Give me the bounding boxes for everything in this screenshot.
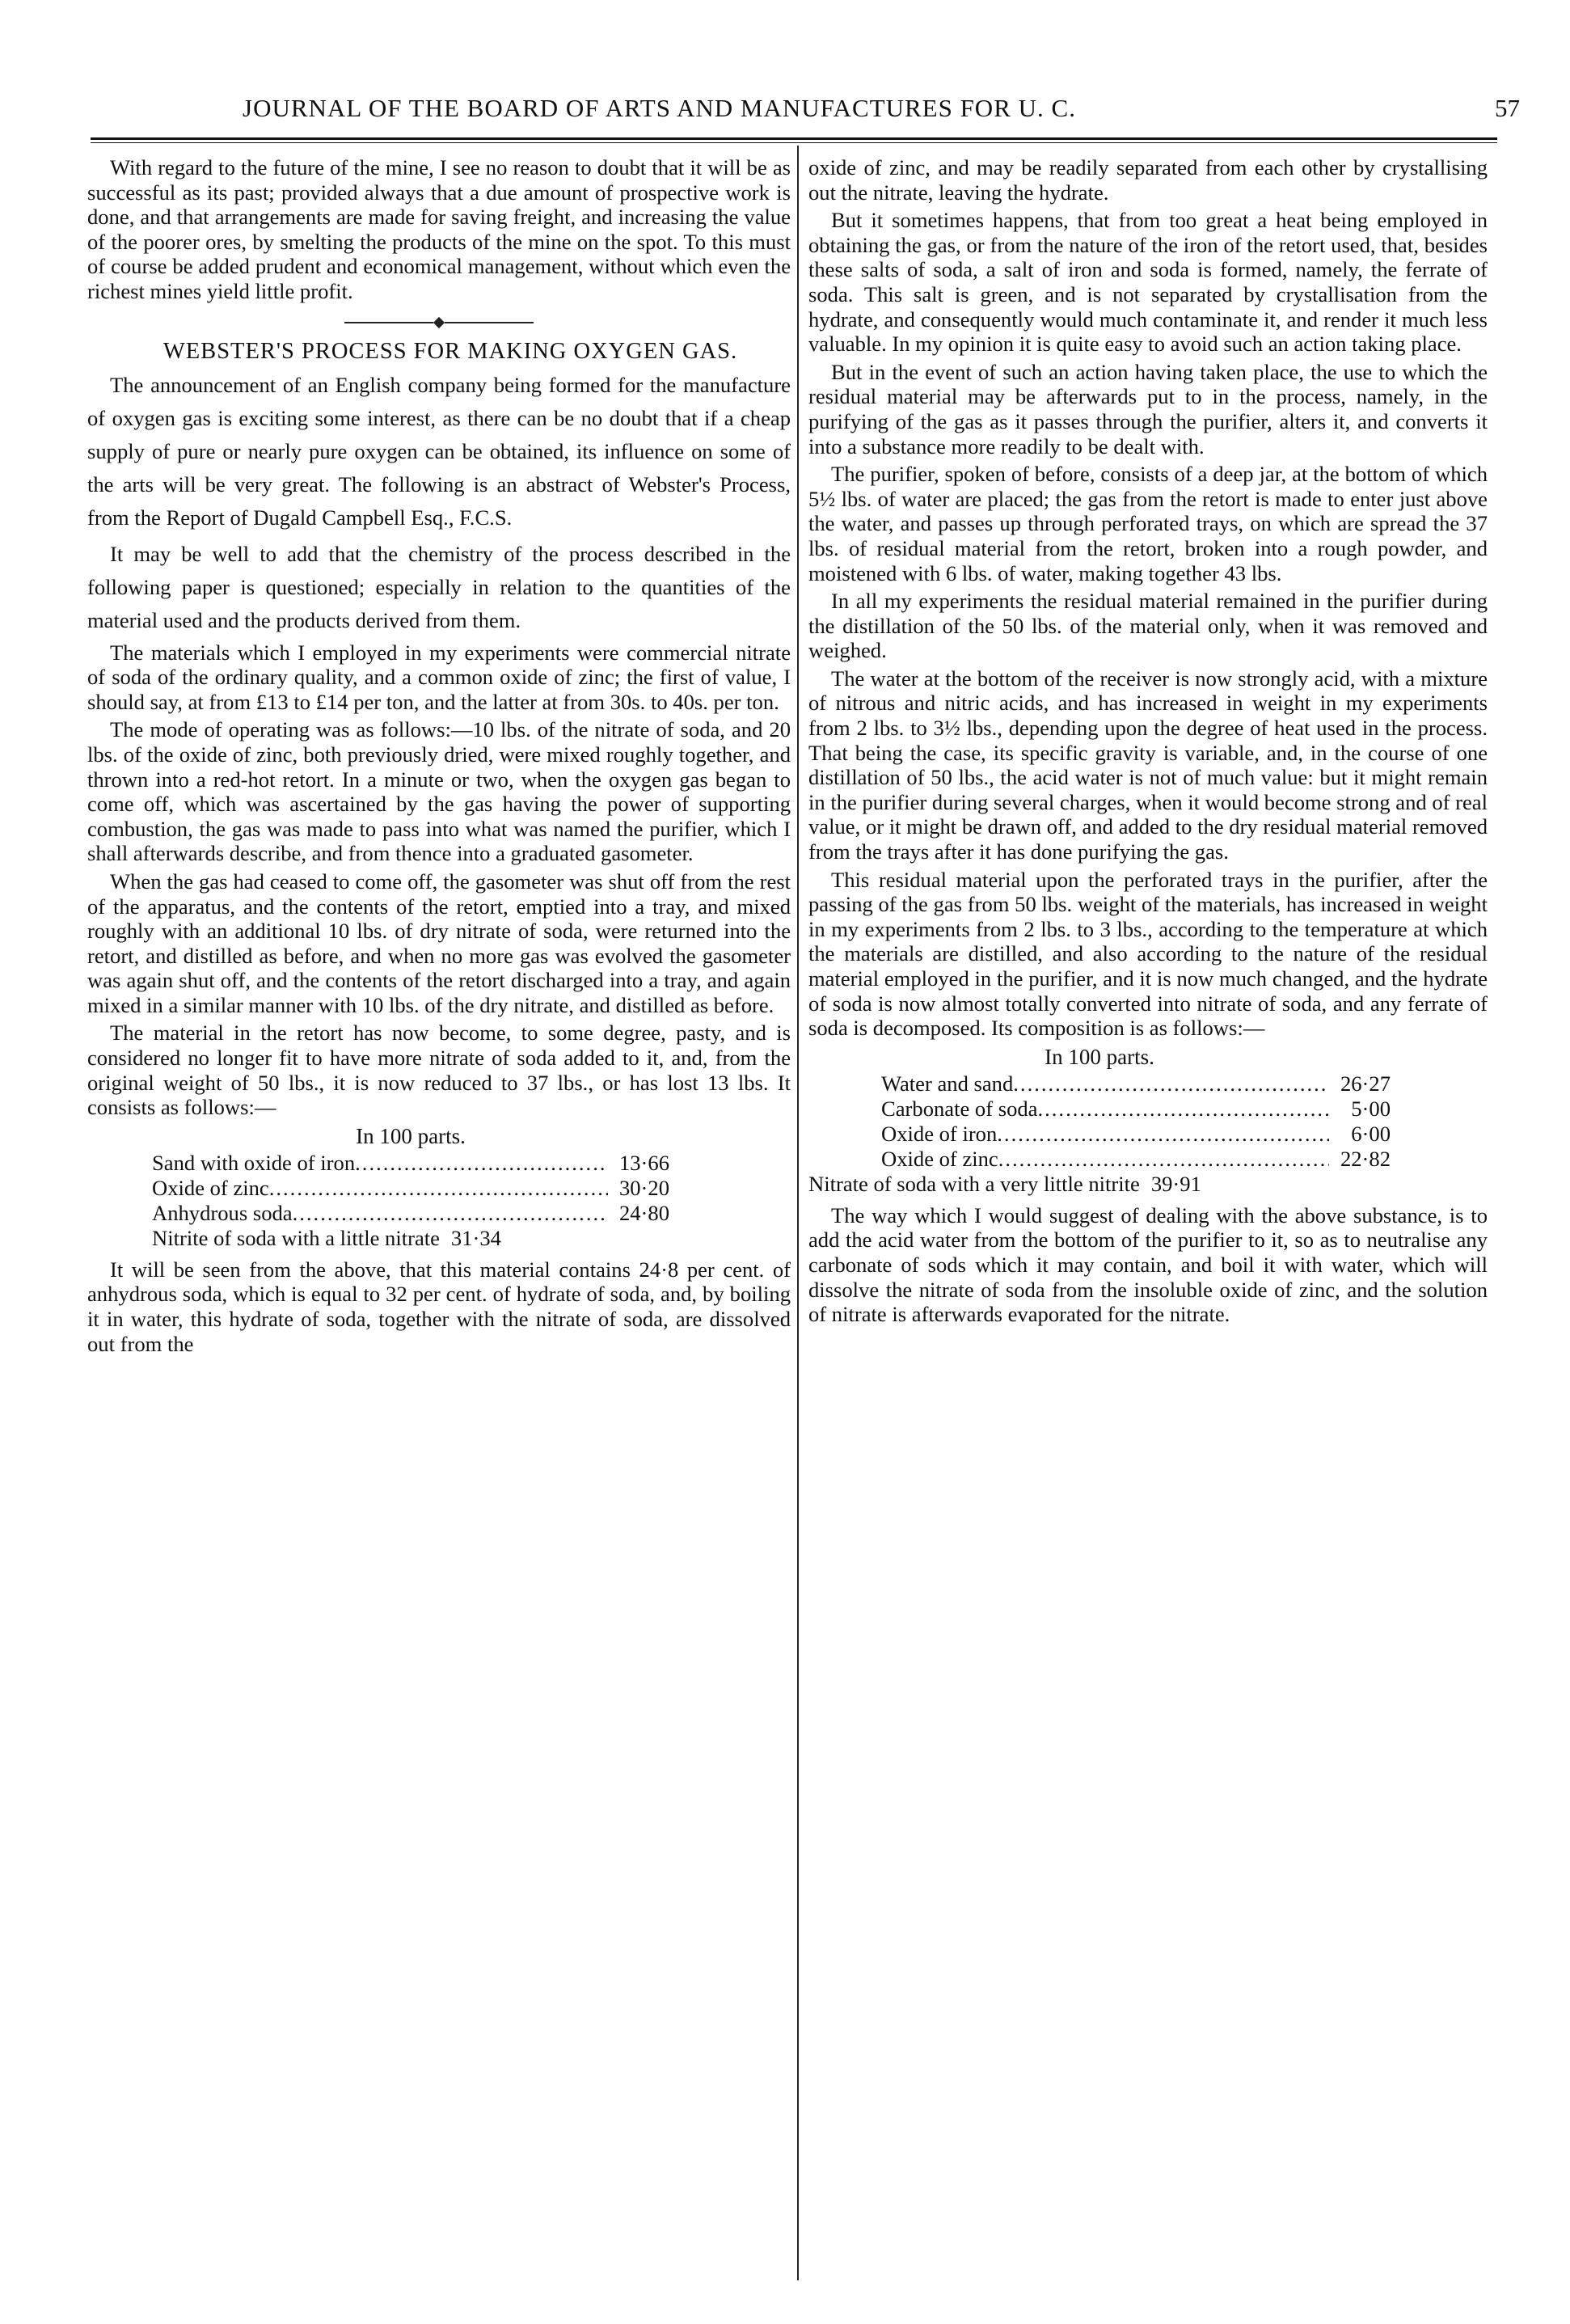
running-header xyxy=(243,94,1520,129)
section-ornament xyxy=(87,319,791,327)
table-heading: In 100 parts. xyxy=(356,1123,466,1148)
paragraph-materials: The materials which I employed in my experiments were commercial nitrate of soda of the ordinary quality, and a common oxide of zinc; the first of value, I should say, at from £13 to £14 per ton, and the latter at from 30s. to 40s. per ton. xyxy=(87,640,791,714)
table-row: Sand with oxide of iron ..... 13·66 xyxy=(152,1151,669,1176)
paragraph-gasometer: When the gas had ceased to come off, the gasometer was shut off from the rest of the apparatus, and the contents of the retort, emptied into a tray, and mixed roughly with an additional 10 lbs. of dry nitrate of soda, were returned into the retort, and distilled as before, and when no more gas was evolved the gasometer was again shut off, and the contents of the retort discharged into a tray, and again mixed in a similar manner with 10 lbs. of the dry nitrate, and distilled as before. xyxy=(87,868,791,1017)
table-row: Oxide of zinc ..... 22·82 xyxy=(881,1147,1391,1172)
paragraph-suggestion: The way which I would suggest of dealing with the above substance, is to add the acid water from the bottom of the purifier to it, so as to neutralise any carbonate of sods which it may contain, and boil it with water, which will dissolve the nitrate of soda from the insoluble oxide of zinc, and the solution of nitrate is afterwards evaporated for the nitrate. xyxy=(808,1202,1488,1327)
ornament-diamond-icon xyxy=(433,316,445,327)
table-row: Nitrite of soda with a little nitrate 31·34 xyxy=(152,1225,501,1250)
page-number: 57 xyxy=(1495,94,1520,122)
table-row: Oxide of zinc ..... 30·20 xyxy=(152,1176,669,1201)
section-heading: WEBSTER'S PROCESS FOR MAKING OXYGEN GAS. xyxy=(162,338,738,364)
composition-table-retort xyxy=(152,1123,669,1251)
journal-title: JOURNAL OF THE BOARD OF ARTS AND MANUFACTURES FOR U. C. xyxy=(243,94,1076,122)
table-row: Carbonate of soda ..... 5·00 xyxy=(881,1097,1391,1122)
paragraph-mine-future: With regard to the future of the mine, I see no reason to doubt that it will be as successful as its past; provided always that a due amount of prospective work is done, and that arrangements are made for saving freight, and increasing the value of the poorer ores, by smelting the products of the mine on the spot. To this must of course be added prudent and economical management, without which even the richest mines yield little profit. xyxy=(87,155,791,303)
paragraph-oxide-of-zinc: oxide of zinc, and may be readily separated from each other by crystallising out the nitrate, leaving the hydrate. xyxy=(808,155,1488,205)
ornament-line xyxy=(344,322,433,323)
column-divider xyxy=(797,146,799,2280)
right-column xyxy=(808,155,1488,1330)
table-row: Water and sand ..... 26·27 xyxy=(881,1071,1391,1097)
table-heading: In 100 parts. xyxy=(1045,1044,1154,1069)
paragraph-chemistry-note: It may be well to add that the chemistry of the process described in the following paper is questioned; especially in relation to the quantities of the material used and the products derived from them. xyxy=(87,541,791,632)
header-rule-thin xyxy=(91,142,1497,143)
paragraph-perforated-trays: This residual material upon the perforated trays in the purifier, after the passing of the gas from 50 lbs. weight of the materials, has increased in weight in my experiments from 2 lbs. to 3 lbs., according to the temperature at which the materials are distilled, and also according to the nature of the residual material employed in the purifier, and it is now much changed, and the hydrate of soda is now almost totally converted into nitrate of soda, and any ferrate of soda is decomposed. Its composition is as follows:— xyxy=(808,867,1488,1041)
composition-table-purifier xyxy=(808,1044,1391,1197)
paragraph-purifying: But in the event of such an action having taken place, the use to which the residual material may be afterwards put to in the process, namely, in the purifying of the gas as it passes through the purifier, alters it, and converts it into a substance more readily to be dealt with. xyxy=(808,359,1488,458)
table-row: Oxide of iron ..... 6·00 xyxy=(881,1122,1391,1147)
paragraph-ferrate: But it sometimes happens, that from too great a heat being employed in obtaining the gas, or from the nature of the iron of the retort used, that, besides these salts of soda, a salt of iron and soda is formed, namely, the ferrate of soda. This salt is green, and is not separated by crystallisation from the hydrate, and consequently would much contaminate it, and render it much less valuable. In my opinion it is quite easy to avoid such an action taking place. xyxy=(808,208,1488,357)
paragraph-mode-of-operating: The mode of operating was as follows:—10 lbs. of the nitrate of soda, and 20 lbs. of the oxide of zinc, both previously dried, were mixed roughly together, and thrown into a red-hot retort. In a minute or two, when the oxygen gas began to come off, which was ascertained by the gas having the power of supporting combustion, the gas was made to pass into what was named the purifier, which I shall afterwards describe, and from thence into a graduated gasometer. xyxy=(87,717,791,866)
table-row: Nitrate of soda with a very little nitrite 39·91 xyxy=(808,1171,1201,1196)
paragraph-announcement: The announcement of an English company being formed for the manufacture of oxygen gas is exciting some interest, as there can be no doubt that if a cheap supply of pure or nearly pure oxygen can be obtained, its influence on some of the arts will be very great. The following is an abstract of Webster's Process, from the Report of Dugald Campbell Esq., F.C.S. xyxy=(87,372,791,530)
paragraph-retort-material: The material in the retort has now become, to some degree, pasty, and is considered no longer fit to have more nitrate of soda added to it, and, from the original weight of 50 lbs., it is now reduced to 37 lbs., or has lost 13 lbs. It consists as follows:— xyxy=(87,1020,791,1120)
header-rule xyxy=(91,137,1497,140)
paragraph-residual: In all my experiments the residual material remained in the purifier during the distillation of the 50 lbs. of the material only, when it was removed and weighed. xyxy=(808,589,1488,663)
ornament-line xyxy=(445,322,534,323)
paragraph-anhydrous-soda: It will be seen from the above, that this material contains 24·8 per cent. of anhydrous soda, which is equal to 32 per cent. of hydrate of soda, and, by boiling it in water, this hydrate of soda, together with the nitrate of soda, are dissolved out from the xyxy=(87,1257,791,1356)
table-row: Anhydrous soda ..... 24·80 xyxy=(152,1201,669,1226)
paragraph-purifier: The purifier, spoken of before, consists of a deep jar, at the bottom of which 5½ lbs. of water are placed; the gas from the retort is made to enter just above the water, and passes up through perforated trays, on which are spread the 37 lbs. of residual material from the retort, broken into a rough powder, and moistened with 6 lbs. of water, making together 43 lbs. xyxy=(808,462,1488,585)
paragraph-acid-water: The water at the bottom of the receiver is now strongly acid, with a mixture of nitrous and nitric acids, and has increased in weight in my experiments from 2 lbs. to 3½ lbs., depending upon the degree of heat used in the process. That being the case, its specific gravity is variable, and, in the course of one distillation of 50 lbs., the acid water is not of much value: but it might remain in the purifier during several charges, when it would become strong and of real value, or it might be drawn off, and added to the dry residual material removed from the trays after it has done purifying the gas. xyxy=(808,666,1488,864)
left-column xyxy=(87,155,791,1359)
